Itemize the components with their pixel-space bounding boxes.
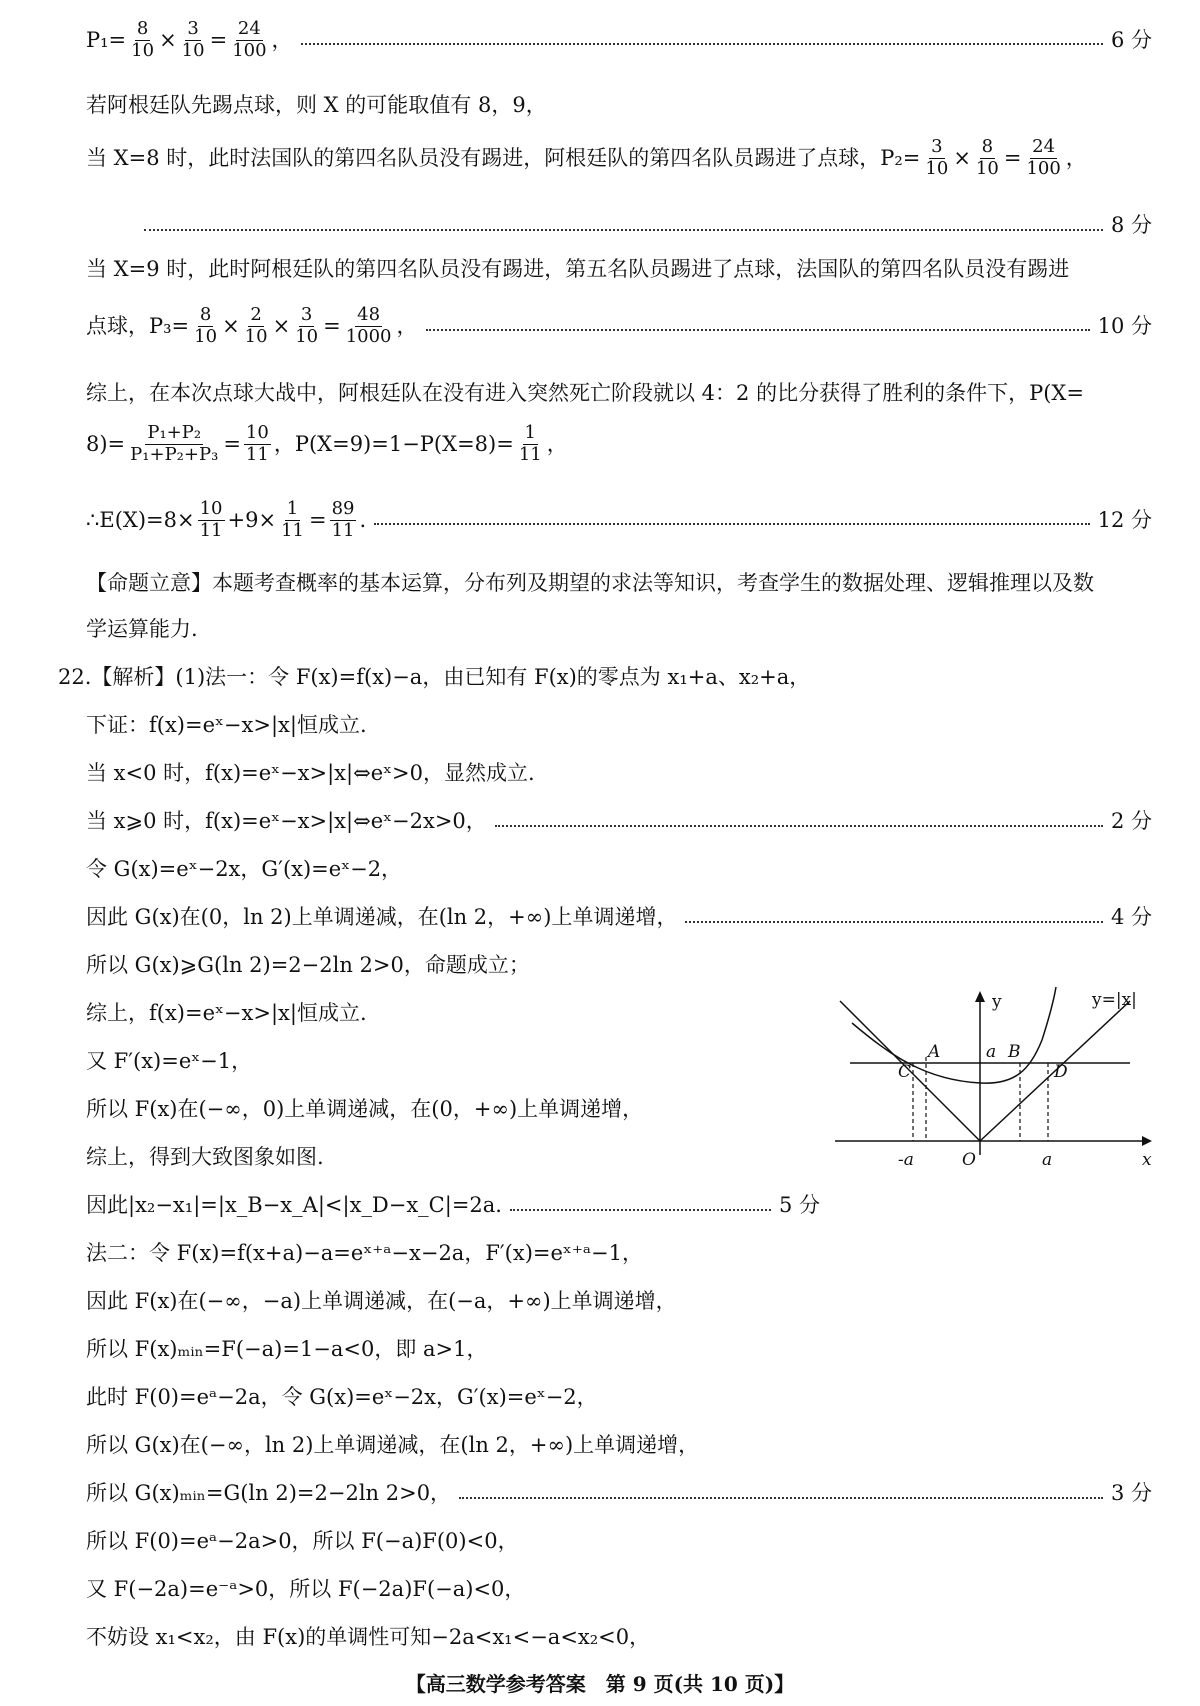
- dot-leader: [144, 229, 1103, 231]
- q22-line: 所以 F(0)=eᵃ−2a>0，所以 F(−a)F(0)<0，: [86, 1529, 519, 1553]
- a-top-label: a: [986, 1042, 997, 1062]
- fraction: $\frac{8}{10}$: [975, 136, 999, 179]
- point-D: D: [1054, 1062, 1068, 1082]
- q22-line: 所以 G(x)在(−∞，ln 2)上单调递减，在(ln 2，+∞)上单调递增，: [86, 1433, 700, 1457]
- q22-line: 因此|x₂−x₁|=|x_B−x_A|<|x_D−x_C|=2a. 5 分: [86, 1193, 820, 1217]
- score: 3 分: [1110, 1481, 1152, 1505]
- q22-line: 又 F(−2a)=e⁻ᵃ>0，所以 F(−2a)F(−a)<0，: [86, 1577, 526, 1601]
- fraction: $\frac{3}{10}$: [181, 18, 205, 61]
- p1-prefix: P₁=: [86, 27, 127, 52]
- q22-line: 下证：f(x)=eˣ−x>|x|恒成立.: [86, 713, 367, 737]
- x-axis-arrow: [1142, 1136, 1152, 1146]
- neg-a-label: -a: [898, 1150, 914, 1170]
- q22-line: 令 G(x)=eˣ−2x，G′(x)=eˣ−2，: [86, 857, 403, 881]
- fraction: $\frac{8}{10}$: [131, 18, 155, 61]
- x-label: x: [1142, 1150, 1152, 1170]
- q22-line: 不妨设 x₁<x₂，由 F(x)的单调性可知−2a<x₁<−a<x₂<0，: [86, 1625, 651, 1649]
- fraction: $\frac{3}{10}$: [295, 304, 319, 347]
- text-line: 若阿根廷队先踢点球，则 X 的可能取值有 8，9，: [86, 93, 547, 117]
- p1-line: P₁= $\frac{8}{10}$ × $\frac{3}{10}$ = $\frac{24}{100}$ ， 6 分: [86, 18, 1152, 61]
- q22-line: 所以 F(x)在(−∞，0)上单调递减，在(0，+∞)上单调递增，: [86, 1097, 644, 1121]
- q22-line: 因此 F(x)在(−∞，−a)上单调递减，在(−a，+∞)上单调递增，: [86, 1289, 677, 1313]
- q22-line: 当 x⩾0 时，f(x)=eˣ−x>|x|⇔eˣ−2x>0， 2 分: [86, 809, 1152, 833]
- fraction: $\frac{1}{11}$: [281, 498, 304, 541]
- intent-line: 学运算能力.: [86, 617, 198, 641]
- point-A: A: [928, 1042, 941, 1062]
- fraction: $\frac{24}{100}$: [232, 18, 267, 61]
- origin-label: O: [962, 1150, 976, 1170]
- y-axis-arrow: [975, 991, 985, 1002]
- text-line: 当 X=9 时，此时阿根廷队的第四名队员没有踢进，第五名队员踢进了点球，法国队的第四名队员没有踢进: [86, 257, 1070, 281]
- fraction: $\frac{8}{10}$: [194, 304, 218, 347]
- score: 5 分: [778, 1193, 820, 1217]
- dot-leader: [426, 329, 1090, 331]
- dot-leader: [459, 1497, 1103, 1499]
- abs-label: y=|x|: [1092, 990, 1137, 1010]
- function-graph: [830, 985, 1160, 1175]
- a-axis-label: a: [1042, 1150, 1053, 1170]
- abs-x-line: [840, 1001, 1130, 1141]
- dot-leader: [301, 43, 1103, 45]
- q22-line: 当 x<0 时，f(x)=eˣ−x>|x|⇔eˣ>0，显然成立.: [86, 761, 535, 785]
- fraction: $\frac{48}{1000}$: [345, 304, 392, 347]
- score: 6 分: [1110, 27, 1152, 52]
- dot-leader: [495, 825, 1103, 827]
- text-line: 综上，在本次点球大战中，阿根廷队在没有进入突然死亡阶段就以 4：2 的比分获得了胜利的条件下，P(X=: [86, 381, 1084, 405]
- fraction: $\frac{1}{11}$: [518, 422, 542, 465]
- fraction: $\frac{89}{11}$: [331, 498, 355, 541]
- fraction: $\frac{2}{10}$: [244, 304, 268, 347]
- x8-line: 当 X=8 时，此时法国队的第四名队员没有踢进，阿根廷队的第四名队员踢进了点球，P₂= $\frac{3}{10}$ × $\frac{8}{10}$ = $\frac{24}{100}$ ，: [86, 136, 1087, 179]
- dot-leader: [685, 921, 1102, 923]
- q22-line: 法二：令 F(x)=f(x+a)−a=eˣ⁺ᵃ−x−2a，F′(x)=eˣ⁺ᵃ−1，: [86, 1241, 643, 1265]
- dot-leader: [374, 523, 1089, 525]
- fraction: $\frac{3}{10}$: [925, 136, 949, 179]
- q22-line: 又 F′(x)=eˣ−1，: [86, 1049, 253, 1073]
- x8-score-line: [144, 214, 1152, 237]
- q22-line: 综上，得到大致图象如图.: [86, 1145, 324, 1169]
- q22-line: 综上，f(x)=eˣ−x>|x|恒成立.: [86, 1001, 367, 1025]
- p3-line: 点球，P₃= $\frac{8}{10}$ × $\frac{2}{10}$ × $\frac{3}{10}$ = $\frac{48}{1000}$ ， 10 分: [86, 304, 1152, 347]
- q22-line: 所以 G(x)⩾G(ln 2)=2−2ln 2>0，命题成立；: [86, 953, 530, 977]
- score: 12 分: [1097, 507, 1152, 532]
- point-B: B: [1008, 1042, 1021, 1062]
- y-label: y: [992, 992, 1002, 1012]
- score: 8 分: [1110, 213, 1152, 237]
- point-C: C: [898, 1062, 912, 1082]
- fraction: $\frac{10}{11}$: [199, 498, 223, 541]
- page-footer: 【高三数学参考答案 第 9 页(共 10 页)】: [405, 1672, 795, 1696]
- score: 2 分: [1110, 809, 1152, 833]
- fraction: $\frac{10}{11}$: [245, 422, 269, 465]
- q22-line: 因此 G(x)在(0，ln 2)上单调递减，在(ln 2，+∞)上单调递增， 4 分: [86, 905, 1152, 929]
- f-curve: [852, 987, 1056, 1083]
- ex-line: ∴E(X)=8× $\frac{10}{11}$ +9× $\frac{1}{11}$ = $\frac{89}{11}$ . 12 分: [86, 498, 1152, 541]
- q22-line: 此时 F(0)=eᵃ−2a，令 G(x)=eˣ−2x，G′(x)=eˣ−2，: [86, 1385, 598, 1409]
- q22-line: 22.【解析】(1)法一：令 F(x)=f(x)−a，由已知有 F(x)的零点为 x₁+a、x₂+a，: [58, 665, 811, 689]
- fraction: $\frac{\text{P₁+P₂}}{\text{P₁+P₂+P₃}}$: [130, 422, 219, 465]
- q22-line: 所以 G(x)ₘᵢₙ=G(ln 2)=2−2ln 2>0， 3 分: [86, 1481, 1152, 1505]
- cond-line: 8)= $\frac{\text{P₁+P₂}}{\text{P₁+P₂+P₃}}$ = $\frac{10}{11}$ ，P(X=9)=1−P(X=8)= $\frac{1}{11}$ ，: [86, 422, 568, 465]
- score: 4 分: [1110, 905, 1152, 929]
- dot-leader: [510, 1209, 771, 1211]
- intent-line: 【命题立意】本题考查概率的基本运算，分布列及期望的求法等知识，考查学生的数据处理、逻辑推理以及数: [86, 571, 1094, 595]
- q22-line: 所以 F(x)ₘᵢₙ=F(−a)=1−a<0，即 a>1，: [86, 1337, 488, 1361]
- score: 10 分: [1097, 313, 1152, 338]
- fraction: $\frac{24}{100}$: [1026, 136, 1061, 179]
